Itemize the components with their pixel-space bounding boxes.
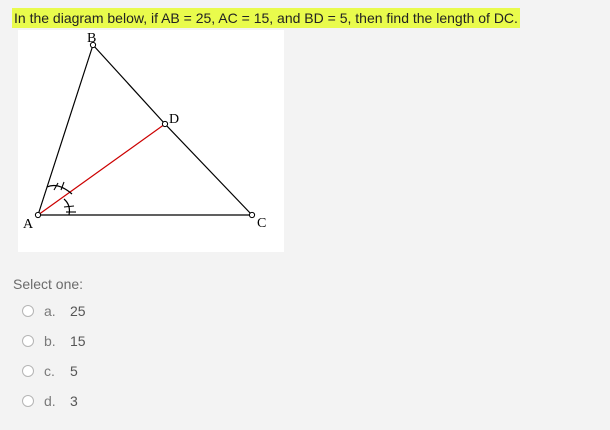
vertex-a: [35, 212, 40, 217]
answer-options: [22, 296, 86, 416]
option-value: 25: [70, 303, 86, 319]
angle-tick-3: [64, 206, 74, 207]
option-letter: b.: [44, 333, 56, 349]
option-b[interactable]: [22, 326, 86, 356]
option-c[interactable]: [22, 356, 86, 386]
triangle-svg: [18, 30, 284, 252]
label-b: B: [87, 31, 97, 46]
edge-bd: [93, 45, 165, 124]
option-value: 5: [70, 363, 78, 379]
bisector-ad: [38, 124, 165, 215]
option-a[interactable]: [22, 296, 86, 326]
radio-button-b[interactable]: [22, 335, 34, 347]
label-a: A: [23, 217, 34, 232]
option-value: 15: [70, 333, 86, 349]
edge-dc: [165, 124, 252, 215]
option-d[interactable]: [22, 386, 86, 416]
select-one-label: Select one:: [13, 276, 84, 292]
question-text: In the diagram below, if AB = 25, AC = 15, and BD = 5, then find the length of DC.: [14, 10, 518, 26]
option-letter: d.: [44, 393, 56, 409]
option-letter: c.: [44, 363, 55, 379]
option-value: 3: [70, 393, 78, 409]
triangle-diagram: [18, 30, 284, 252]
radio-button-a[interactable]: [22, 305, 34, 317]
label-d: D: [169, 112, 180, 127]
vertex-c: [249, 212, 254, 217]
radio-button-c[interactable]: [22, 365, 34, 377]
vertex-d: [162, 121, 167, 126]
option-letter: a.: [44, 303, 56, 319]
radio-button-d[interactable]: [22, 395, 34, 407]
label-c: C: [257, 216, 267, 231]
